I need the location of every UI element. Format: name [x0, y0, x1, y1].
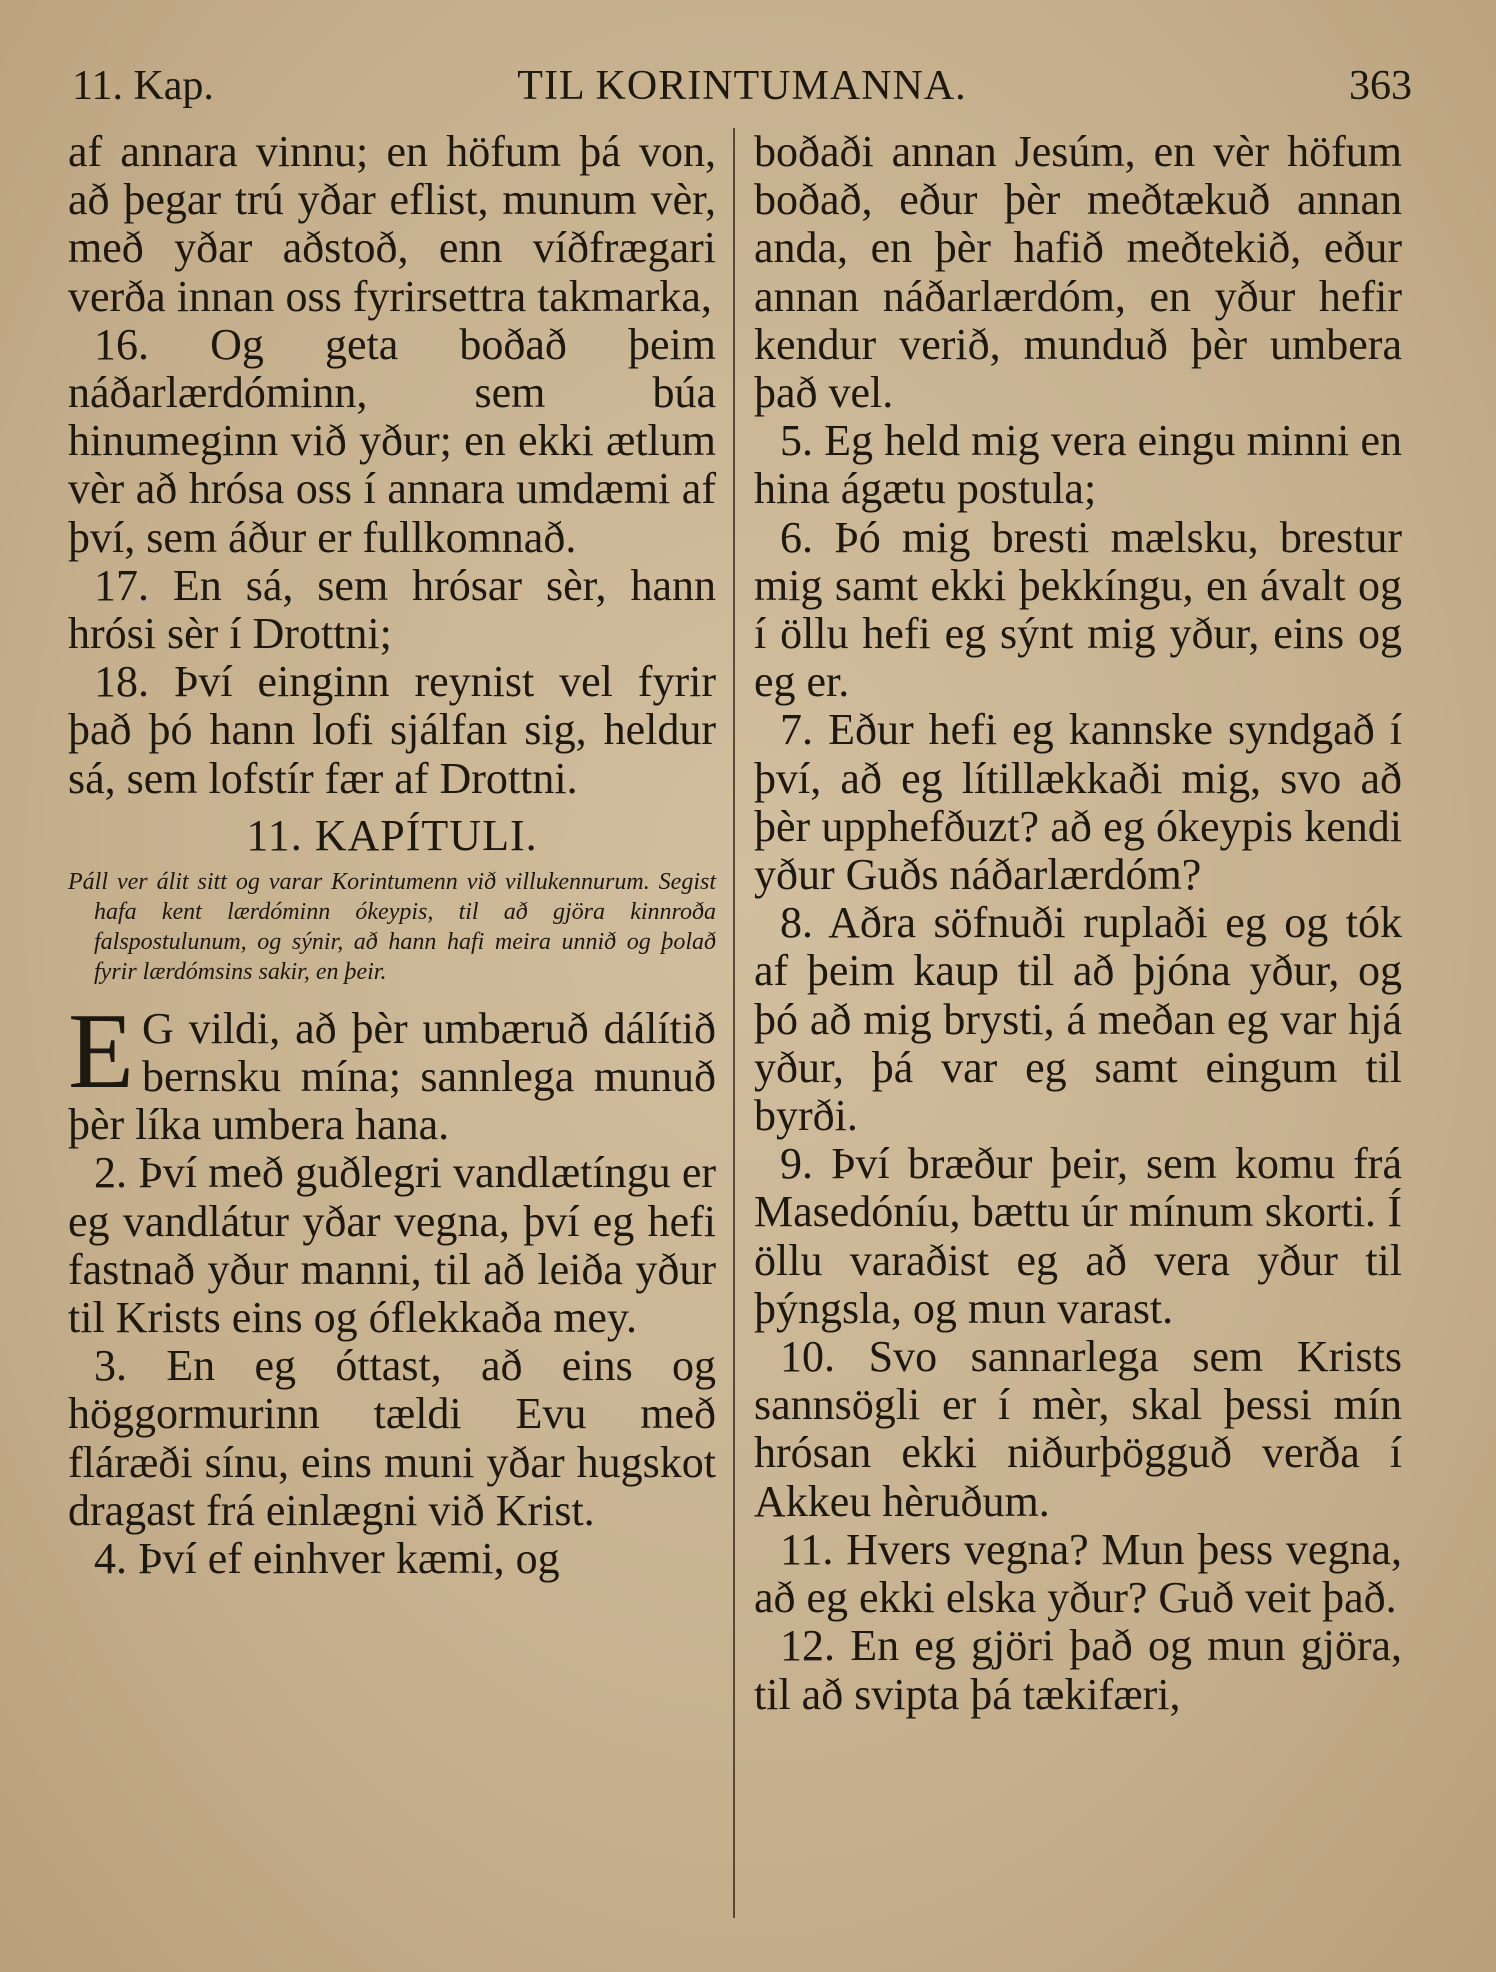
verse-5: 5. Eg held mig vera eingu minni en hina ágætu postula; — [754, 416, 1402, 514]
chapter-summary: Páll ver álit sitt og varar Korintumenn við villukennurum. Segist hafa kent lærdóminn ókeypis, til að gjöra kinnroða falspostulunum, og sýnir, að hann hafi meira unnið og þolað fyrir lærdómsins sakir, en þeir. — [68, 868, 716, 985]
continued-paragraph: af annara vinnu; en höfum þá von, að þegar trú yðar eflist, munum vèr, með yðar aðstoð, enn víðfrægari verða innan oss fyrirsettra takmarka, — [68, 127, 716, 321]
verse-17: 17. En sá, sem hrósar sèr, hann hrósi sèr í Drottni; — [68, 560, 716, 659]
verse-8: 8. Aðra söfnuði ruplaði eg og tók af þeim kaup til að þjóna yður, og þó að mig brysti, á meðan eg var hjá yður, þá var eg samt eingum til byrði. — [754, 898, 1402, 1141]
verse-18: 18. Því einginn reynist vel fyrir það þó hann lofi sjálfan sig, heldur sá, sem lofstír fær af Drottni. — [68, 657, 716, 803]
verse-10: 10. Svo sannarlega sem Krists sannsögli er í mèr, skal þessi mín hrósan ekki niðurþögguð verða í Akkeu hèruðum. — [754, 1332, 1402, 1526]
verse-16: 16. Og geta boðað þeim náðarlærdóminn, sem búa hinumeginn við yður; en ekki ætlum vèr að hrósa oss í annara umdæmi af því, sem áður er fullkomnað. — [68, 319, 716, 562]
drop-cap: E — [68, 991, 134, 1111]
verse-2: 2. Því með guðlegri vandlætíngu er eg vandlátur yðar vegna, því eg hefi fastnað yður manni, til að leiða yður til Krists eins og óflekkaða mey. — [68, 1148, 716, 1343]
verse-1 — [68, 991, 716, 1150]
verse-3: 3. En eg óttast, að eins og höggormurinn tældi Evu með fláræði sínu, eins muni yðar hugskot dragast frá einlægni við Krist. — [68, 1341, 716, 1535]
column-divider — [733, 128, 735, 1918]
left-column — [68, 128, 716, 1583]
verse-12: 12. En eg gjöri það og mun gjöra, til að svipta þá tækifæri, — [754, 1621, 1402, 1719]
verse-4: 4. Því ef einhver kæmi, og — [94, 1534, 560, 1584]
continued-paragraph-right: boðaði annan Jesúm, en vèr höfum boðað, eður þèr meðtækuð annan anda, en þèr hafið meðtekið, eður annan náðarlærdóm, en yður hefir kendur verið, munduð þèr umbera það vel. — [754, 127, 1402, 418]
right-column — [754, 128, 1402, 1719]
verse-11: 11. Hvers vegna? Mun þess vegna, að eg ekki elska yður? Guð veit það. — [754, 1524, 1402, 1623]
chapter-heading: 11. KAPÍTULI. — [246, 810, 538, 860]
running-header — [72, 56, 1412, 116]
verse-7: 7. Eður hefi eg kannske syndgað í því, að eg lítillækkaði mig, svo að þèr upphefðuzt? að eg ókeypis kendi yður Guðs náðarlærdóm? — [754, 705, 1402, 900]
chapter-label: 11. Kap. — [72, 63, 214, 109]
running-title: TIL KORINTUMANNA. — [517, 63, 967, 109]
page-number: 363 — [1349, 63, 1412, 109]
verse-9: 9. Því bræður þeir, sem komu frá Masedóníu, bættu úr mínum skorti. Í öllu varaðist eg að vera yður til þýngsla, og mun varast. — [754, 1139, 1402, 1333]
verse-1-text: G vildi, að þèr umbæruð dálítið bernsku mína; sannlega munuð þèr líka umbera hana. — [68, 1003, 716, 1150]
verse-6: 6. Þó mig bresti mælsku, brestur mig samt ekki þekkíngu, en ávalt og í öllu hefi eg sýnt mig yður, eins og eg er. — [754, 512, 1402, 707]
